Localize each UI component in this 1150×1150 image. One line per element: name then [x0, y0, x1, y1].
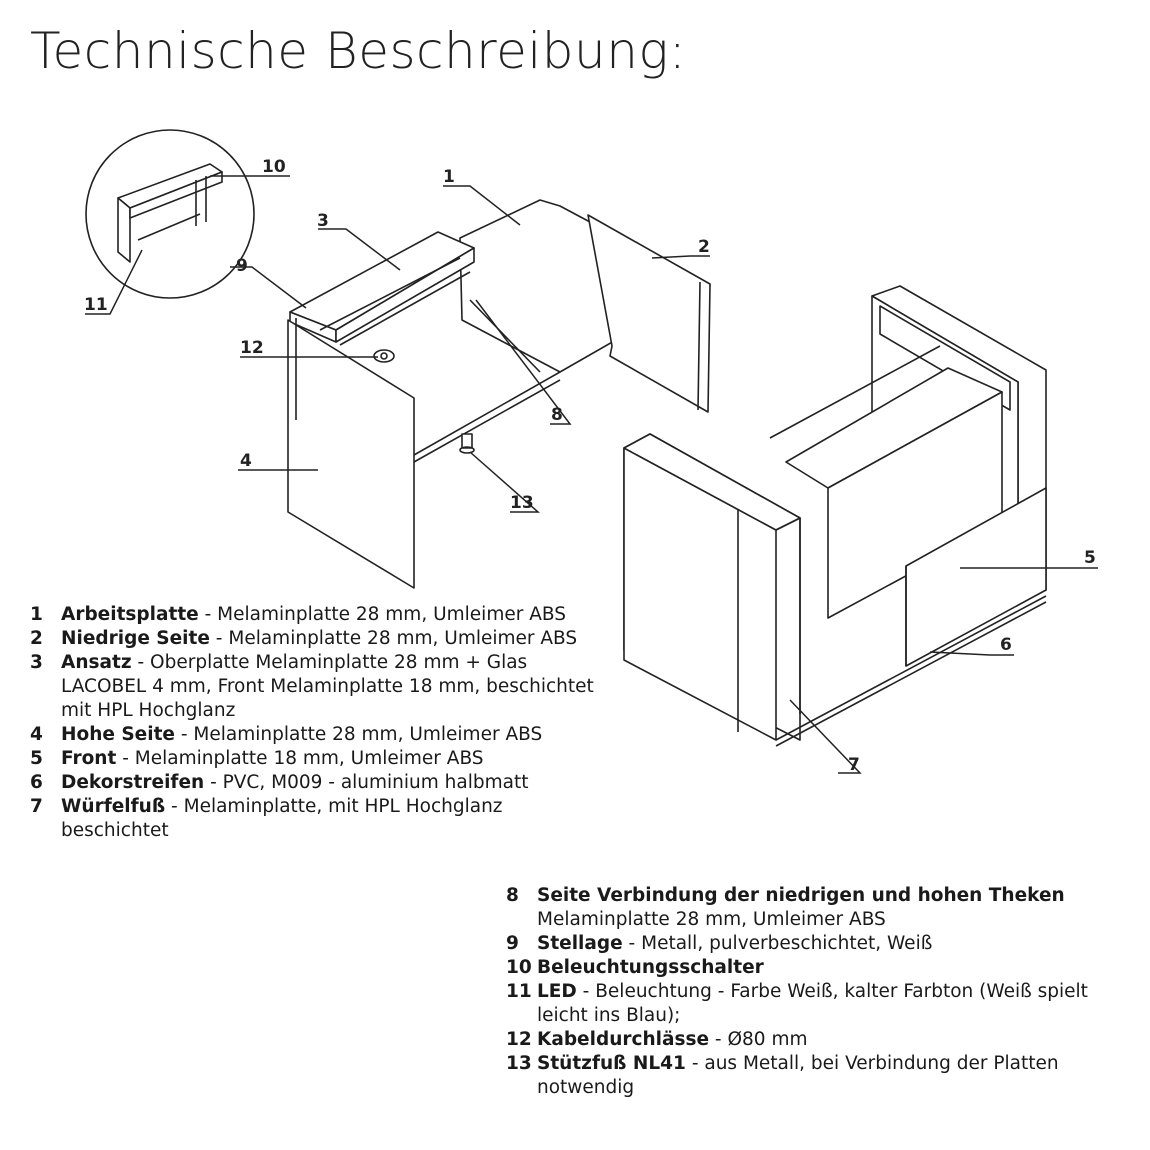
- legend-desc: - Melaminplatte, mit HPL Hochglanz beschichtet: [61, 796, 503, 841]
- legend-name: Beleuchtungsschalter: [537, 957, 764, 978]
- legend-item: [30, 723, 605, 747]
- legend-item: [30, 771, 605, 795]
- legend-desc: - Oberplatte Melaminplatte 28 mm + Glas LACOBEL 4 mm, Front Melaminplatte 18 mm, beschichtet mit HPL Hochglanz: [61, 652, 594, 721]
- legend-item: [30, 795, 605, 843]
- legend-number: 12: [506, 1029, 532, 1050]
- legend-item: [506, 956, 1106, 980]
- legend-number: 5: [30, 748, 43, 769]
- legend-desc: Melaminplatte 28 mm, Umleimer ABS: [537, 909, 886, 930]
- legend-item: [506, 884, 1106, 932]
- legend-desc: - Melaminplatte 18 mm, Umleimer ABS: [116, 748, 484, 769]
- legend-item: [30, 627, 605, 651]
- legend-desc: - Metall, pulverbeschichtet, Weiß: [622, 933, 933, 954]
- legend-item: [506, 980, 1106, 1028]
- legend-item: [506, 1052, 1106, 1100]
- callout-3: 3: [317, 211, 329, 231]
- legend-desc: - PVC, M009 - aluminium halbmatt: [204, 772, 529, 793]
- low-side-outline: [588, 215, 710, 412]
- page-title: Technische Beschreibung:: [30, 22, 687, 80]
- legend-name: Niedrige Seite: [61, 628, 210, 649]
- legend-number: 7: [30, 796, 43, 817]
- legend-name: Dekorstreifen: [61, 772, 205, 793]
- legend-item: [30, 747, 605, 771]
- legend-left: [30, 603, 605, 843]
- callout-2: 2: [698, 237, 710, 257]
- legend-right: [506, 884, 1106, 1100]
- legend-name: Seite Verbindung der niedrigen und hohen Theken: [537, 885, 1065, 906]
- callout-11: 11: [84, 295, 108, 315]
- callout-6: 6: [1000, 635, 1012, 655]
- legend-desc: - Melaminplatte 28 mm, Umleimer ABS: [209, 628, 578, 649]
- callout-5: 5: [1084, 548, 1096, 568]
- legend-item: [30, 651, 605, 723]
- legend-name: Kabeldurchlässe: [537, 1029, 710, 1050]
- callout-8: 8: [551, 405, 563, 425]
- legend-name: LED: [537, 981, 577, 1002]
- legend-number: 6: [30, 772, 43, 793]
- legend-item: [30, 603, 605, 627]
- legend-number: 10: [506, 957, 532, 978]
- legend-desc: - Melaminplatte 28 mm, Umleimer ABS: [174, 724, 543, 745]
- legend-name: Front: [61, 748, 117, 769]
- legend-name: Hohe Seite: [61, 724, 175, 745]
- legend-number: 11: [506, 981, 532, 1002]
- high-side-outline: [288, 320, 414, 588]
- legend-item: [506, 932, 1106, 956]
- legend-item: [506, 1028, 1106, 1052]
- legend-number: 2: [30, 628, 43, 649]
- legend-name: Arbeitsplatte: [61, 604, 199, 625]
- legend-number: 13: [506, 1053, 532, 1074]
- legend-number: 3: [30, 652, 43, 673]
- legend-name: Ansatz: [61, 652, 132, 673]
- callout-12: 12: [240, 338, 264, 358]
- callout-4: 4: [240, 451, 252, 471]
- callout-10: 10: [262, 157, 286, 177]
- legend-desc: - aus Metall, bei Verbindung der Platten notwendig: [537, 1053, 1059, 1098]
- detail-circle: [86, 130, 254, 298]
- legend-desc: - Ø80 mm: [709, 1029, 808, 1050]
- callout-13: 13: [510, 493, 534, 513]
- legend-number: 4: [30, 724, 43, 745]
- legend-name: Stellage: [537, 933, 623, 954]
- legend-name: Stützfuß NL41: [537, 1053, 686, 1074]
- legend-number: 1: [30, 604, 43, 625]
- legend-desc: - Beleuchtung - Farbe Weiß, kalter Farbton (Weiß spielt leicht ins Blau);: [537, 981, 1088, 1026]
- callout-1: 1: [443, 167, 455, 187]
- legend-number: 8: [506, 885, 519, 906]
- legend-name: Würfelfuß: [61, 796, 166, 817]
- callout-7: 7: [848, 755, 860, 775]
- callout-9: 9: [236, 256, 248, 276]
- legend-desc: - Melaminplatte 28 mm, Umleimer ABS: [198, 604, 566, 625]
- legend-number: 9: [506, 933, 519, 954]
